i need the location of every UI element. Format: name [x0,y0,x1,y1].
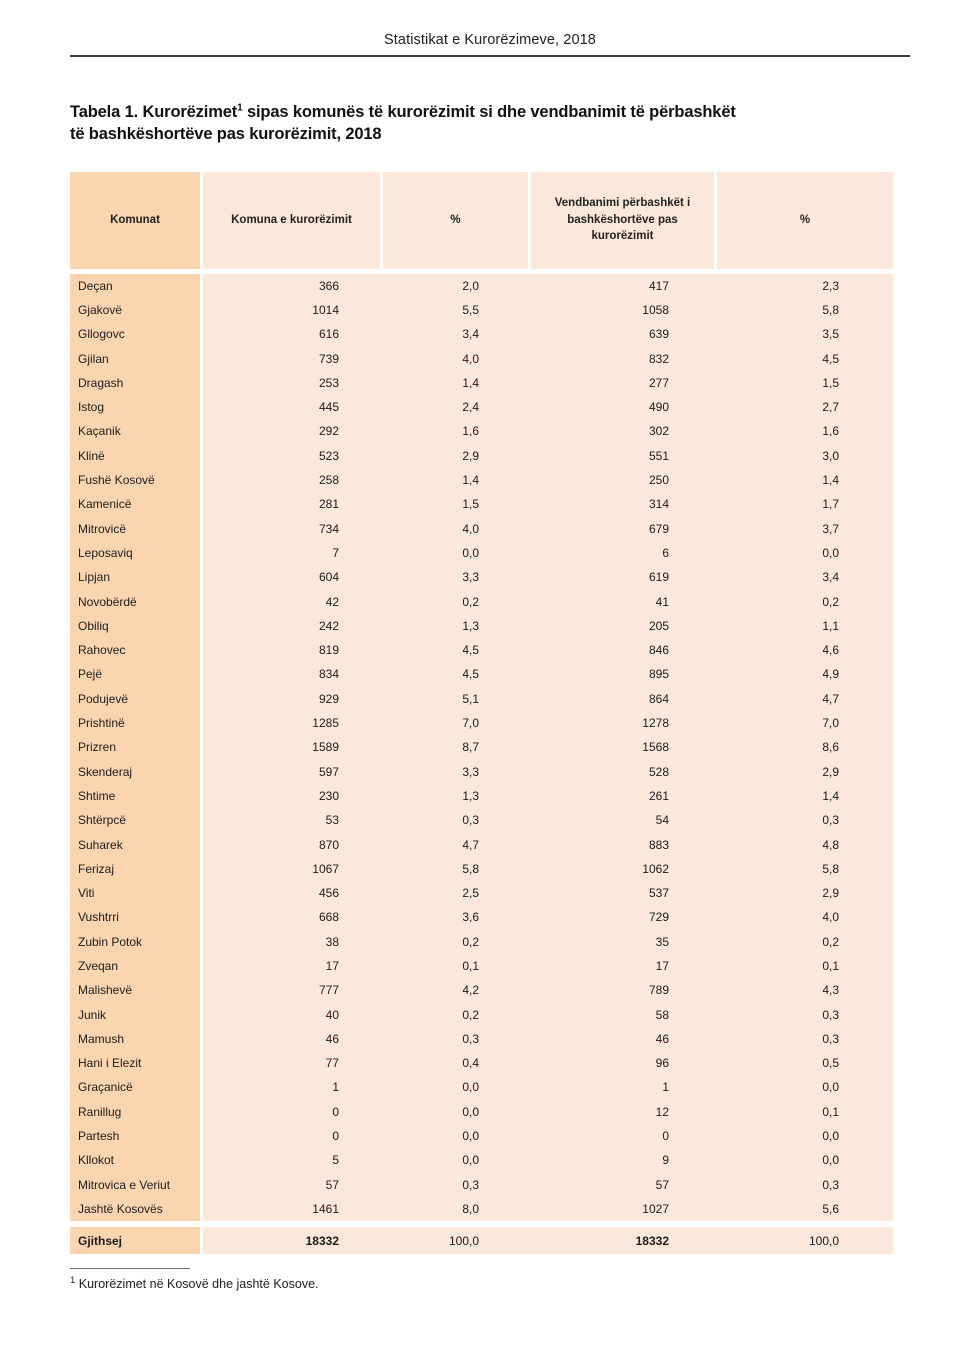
row-label-cell: Skenderaj [70,759,203,783]
row-label-cell: Deçan [70,274,203,298]
row-label-cell: Shtërpcë [70,808,203,832]
row-value-cell: 3,3 [383,565,531,589]
row-label-cell: Ranillug [70,1100,203,1124]
row-value-cell: 281 [203,492,383,516]
row-value-cell: 0,0 [383,1148,531,1172]
running-header [70,0,910,48]
row-value-cell: 46 [203,1027,383,1051]
row-label-cell: Gjilan [70,346,203,370]
total-value-cell: 18332 [531,1227,717,1254]
row-value-cell: 0,3 [717,1173,893,1197]
table-row [70,614,893,638]
table-row [70,1197,893,1221]
row-label-cell: Fushë Kosovë [70,468,203,492]
table-row [70,784,893,808]
row-label-cell: Hani i Elezit [70,1051,203,1075]
row-label-cell: Kllokot [70,1148,203,1172]
row-value-cell: 777 [203,978,383,1002]
row-value-cell: 205 [531,614,717,638]
row-value-cell: 1,5 [717,371,893,395]
row-value-cell: 314 [531,492,717,516]
row-value-cell: 292 [203,419,383,443]
row-value-cell: 679 [531,517,717,541]
row-value-cell: 77 [203,1051,383,1075]
row-value-cell: 3,5 [717,322,893,346]
row-value-cell: 1,4 [383,371,531,395]
row-value-cell: 3,0 [717,444,893,468]
row-label-cell: Vushtrri [70,905,203,929]
row-value-cell: 0 [203,1124,383,1148]
row-value-cell: 1285 [203,711,383,735]
row-value-cell: 0,4 [383,1051,531,1075]
row-label-cell: Kaçanik [70,419,203,443]
row-value-cell: 3,3 [383,759,531,783]
column-header-komunat: Komunat [70,172,203,269]
row-value-cell: 58 [531,1002,717,1026]
row-label-cell: Malishevë [70,978,203,1002]
row-value-cell: 9 [531,1148,717,1172]
row-value-cell: 3,6 [383,905,531,929]
row-value-cell: 1014 [203,298,383,322]
column-header-komuna-e-kurorezimit: Komuna e kurorëzimit [203,172,383,269]
row-value-cell: 277 [531,371,717,395]
row-value-cell: 870 [203,832,383,856]
row-label-cell: Prishtinë [70,711,203,735]
row-value-cell: 551 [531,444,717,468]
row-value-cell: 895 [531,662,717,686]
row-value-cell: 8,6 [717,735,893,759]
row-value-cell: 1,3 [383,614,531,638]
row-value-cell: 230 [203,784,383,808]
running-header-text: Statistikat e Kurorëzimeve, 2018 [384,32,596,48]
footnote-line [70,1274,893,1292]
table-row [70,1124,893,1148]
row-value-cell: 0,3 [383,1173,531,1197]
row-value-cell: 261 [531,784,717,808]
table-caption-line2: të bashkëshortëve pas kurorëzimit, 2018 [70,125,382,144]
row-value-cell: 5,8 [383,857,531,881]
row-value-cell: 929 [203,687,383,711]
row-value-cell: 639 [531,322,717,346]
row-value-cell: 40 [203,1002,383,1026]
table-row [70,687,893,711]
row-value-cell: 1062 [531,857,717,881]
row-value-cell: 537 [531,881,717,905]
table-row [70,881,893,905]
row-label-cell: Suharek [70,832,203,856]
row-label-cell: Shtime [70,784,203,808]
total-value-cell: 100,0 [717,1227,893,1254]
row-value-cell: 4,0 [383,346,531,370]
row-value-cell: 1,6 [717,419,893,443]
row-value-cell: 54 [531,808,717,832]
row-value-cell: 4,7 [383,832,531,856]
row-value-cell: 883 [531,832,717,856]
row-value-cell: 1,4 [717,468,893,492]
row-value-cell: 4,3 [717,978,893,1002]
row-label-cell: Leposaviq [70,541,203,565]
row-value-cell: 1 [203,1075,383,1099]
row-value-cell: 0,5 [717,1051,893,1075]
row-value-cell: 739 [203,346,383,370]
row-value-cell: 0,0 [717,1148,893,1172]
footnote-text-content: Kurorëzimet në Kosovë dhe jashtë Kosove. [75,1277,319,1292]
row-label-cell: Partesh [70,1124,203,1148]
row-value-cell: 1,6 [383,419,531,443]
row-value-cell: 1,3 [383,784,531,808]
row-value-cell: 616 [203,322,383,346]
row-label-cell: Istog [70,395,203,419]
column-header-percent-1: % [383,172,531,269]
row-label-cell: Podujevë [70,687,203,711]
row-value-cell: 2,9 [717,759,893,783]
row-value-cell: 35 [531,930,717,954]
row-value-cell: 864 [531,687,717,711]
row-value-cell: 3,4 [383,322,531,346]
row-value-cell: 258 [203,468,383,492]
total-value-cell: 18332 [203,1227,383,1254]
row-value-cell: 46 [531,1027,717,1051]
row-value-cell: 668 [203,905,383,929]
row-label-cell: Prizren [70,735,203,759]
table-header-row [70,172,893,269]
row-value-cell: 1461 [203,1197,383,1221]
table-row [70,371,893,395]
row-value-cell: 4,5 [383,662,531,686]
row-value-cell: 1058 [531,298,717,322]
table-row [70,930,893,954]
row-value-cell: 1 [531,1075,717,1099]
row-value-cell: 528 [531,759,717,783]
table-row [70,298,893,322]
row-value-cell: 1067 [203,857,383,881]
row-label-cell: Graçanicë [70,1075,203,1099]
row-value-cell: 0,3 [383,808,531,832]
row-label-cell: Lipjan [70,565,203,589]
row-value-cell: 597 [203,759,383,783]
row-value-cell: 2,3 [717,274,893,298]
row-value-cell: 250 [531,468,717,492]
statistics-table [70,172,893,1255]
row-value-cell: 1,1 [717,614,893,638]
row-value-cell: 366 [203,274,383,298]
row-value-cell: 0,2 [383,589,531,613]
row-value-cell: 0,0 [383,1075,531,1099]
row-value-cell: 1,7 [717,492,893,516]
row-value-cell: 7 [203,541,383,565]
footnote-divider-rule [70,1268,190,1269]
row-value-cell: 0,2 [383,930,531,954]
table-row [70,517,893,541]
row-value-cell: 604 [203,565,383,589]
row-value-cell: 57 [531,1173,717,1197]
row-value-cell: 4,6 [717,638,893,662]
row-value-cell: 0,3 [717,1027,893,1051]
table-caption-line1-pre: Tabela 1. Kurorëzimet [70,103,238,121]
table-row [70,832,893,856]
table-caption [70,101,910,146]
table-row [70,492,893,516]
row-value-cell: 3,7 [717,517,893,541]
row-value-cell: 456 [203,881,383,905]
table-row [70,322,893,346]
row-value-cell: 0 [531,1124,717,1148]
row-value-cell: 1589 [203,735,383,759]
row-value-cell: 2,4 [383,395,531,419]
row-value-cell: 53 [203,808,383,832]
row-label-cell: Gllogovc [70,322,203,346]
table-total-row [70,1227,893,1254]
row-value-cell: 7,0 [383,711,531,735]
row-value-cell: 1,5 [383,492,531,516]
row-value-cell: 0 [203,1100,383,1124]
table-row [70,395,893,419]
row-label-cell: Zveqan [70,954,203,978]
table-row [70,662,893,686]
row-value-cell: 1027 [531,1197,717,1221]
row-value-cell: 4,5 [383,638,531,662]
row-label-cell: Dragash [70,371,203,395]
row-label-cell: Rahovec [70,638,203,662]
row-value-cell: 5,8 [717,857,893,881]
row-value-cell: 42 [203,589,383,613]
row-value-cell: 0,0 [383,541,531,565]
column-header-percent-2: % [717,172,893,269]
table-row [70,905,893,929]
row-label-cell: Pejë [70,662,203,686]
row-value-cell: 445 [203,395,383,419]
footnote-marker: 1 [70,1274,76,1286]
row-value-cell: 5,5 [383,298,531,322]
row-value-cell: 832 [531,346,717,370]
row-value-cell: 17 [531,954,717,978]
row-value-cell: 834 [203,662,383,686]
row-value-cell: 789 [531,978,717,1002]
table-row [70,565,893,589]
table-row [70,1148,893,1172]
row-value-cell: 57 [203,1173,383,1197]
row-value-cell: 1,4 [717,784,893,808]
row-value-cell: 7,0 [717,711,893,735]
row-value-cell: 38 [203,930,383,954]
row-value-cell: 846 [531,638,717,662]
table-row [70,954,893,978]
row-value-cell: 0,2 [717,589,893,613]
row-value-cell: 0,0 [717,1124,893,1148]
table-row [70,274,893,298]
footnote-marker-caption: 1 [237,102,243,114]
row-value-cell: 1,4 [383,468,531,492]
row-label-cell: Zubin Potok [70,930,203,954]
row-value-cell: 0,1 [383,954,531,978]
table-row [70,541,893,565]
row-value-cell: 523 [203,444,383,468]
row-value-cell: 0,3 [383,1027,531,1051]
row-value-cell: 5,8 [717,298,893,322]
row-value-cell: 1568 [531,735,717,759]
row-label-cell: Klinë [70,444,203,468]
row-value-cell: 253 [203,371,383,395]
row-value-cell: 242 [203,614,383,638]
row-value-cell: 0,0 [383,1100,531,1124]
row-value-cell: 2,9 [717,881,893,905]
row-value-cell: 12 [531,1100,717,1124]
row-value-cell: 0,2 [717,930,893,954]
row-label-cell: Mitrovica e Veriut [70,1173,203,1197]
table-row [70,711,893,735]
row-value-cell: 6 [531,541,717,565]
table-row [70,468,893,492]
row-label-cell: Ferizaj [70,857,203,881]
row-value-cell: 734 [203,517,383,541]
row-value-cell: 5,1 [383,687,531,711]
table-row [70,444,893,468]
row-value-cell: 0,1 [717,954,893,978]
row-label-cell: Jashtë Kosovës [70,1197,203,1221]
row-value-cell: 2,5 [383,881,531,905]
table-row [70,589,893,613]
row-value-cell: 41 [531,589,717,613]
row-value-cell: 96 [531,1051,717,1075]
table-row [70,759,893,783]
total-value-cell: 100,0 [383,1227,531,1254]
row-value-cell: 4,9 [717,662,893,686]
row-label-cell: Novobërdë [70,589,203,613]
row-value-cell: 17 [203,954,383,978]
column-header-vendbanimi: Vendbanimi përbashkët i bashkëshortëve pas kurorëzimit [531,172,717,269]
row-value-cell: 8,7 [383,735,531,759]
row-value-cell: 2,9 [383,444,531,468]
row-value-cell: 8,0 [383,1197,531,1221]
table-row [70,1075,893,1099]
table-row [70,346,893,370]
row-value-cell: 729 [531,905,717,929]
table-row [70,857,893,881]
row-value-cell: 302 [531,419,717,443]
row-label-cell: Mitrovicë [70,517,203,541]
row-value-cell: 0,0 [717,1075,893,1099]
row-value-cell: 4,2 [383,978,531,1002]
total-label-cell: Gjithsej [70,1227,203,1254]
table-row [70,1002,893,1026]
table-row [70,1051,893,1075]
row-label-cell: Kamenicë [70,492,203,516]
table-row [70,735,893,759]
row-value-cell: 3,4 [717,565,893,589]
row-value-cell: 2,7 [717,395,893,419]
row-value-cell: 0,3 [717,808,893,832]
footnote-block [70,1268,893,1291]
table-row [70,638,893,662]
table-header [70,172,893,269]
row-value-cell: 819 [203,638,383,662]
table-row [70,1027,893,1051]
table-row [70,978,893,1002]
row-value-cell: 4,0 [383,517,531,541]
row-value-cell: 0,0 [717,541,893,565]
row-value-cell: 0,2 [383,1002,531,1026]
row-value-cell: 0,0 [383,1124,531,1148]
row-value-cell: 2,0 [383,274,531,298]
row-value-cell: 4,0 [717,905,893,929]
row-label-cell: Obiliq [70,614,203,638]
row-value-cell: 0,1 [717,1100,893,1124]
table-row [70,1100,893,1124]
table-body [70,269,893,1255]
row-value-cell: 1278 [531,711,717,735]
row-value-cell: 417 [531,274,717,298]
row-value-cell: 619 [531,565,717,589]
row-value-cell: 4,5 [717,346,893,370]
row-label-cell: Gjakovë [70,298,203,322]
row-value-cell: 4,7 [717,687,893,711]
row-value-cell: 4,8 [717,832,893,856]
row-value-cell: 5,6 [717,1197,893,1221]
row-value-cell: 0,3 [717,1002,893,1026]
row-label-cell: Viti [70,881,203,905]
table-caption-line1-post: sipas komunës të kurorëzimit si dhe vendbanimit të përbashkët [242,103,736,121]
statistics-table-container [70,172,910,1255]
table-row [70,1173,893,1197]
table-row [70,419,893,443]
row-value-cell: 490 [531,395,717,419]
row-value-cell: 5 [203,1148,383,1172]
table-row [70,808,893,832]
row-label-cell: Mamush [70,1027,203,1051]
header-divider-rule [70,55,910,57]
row-label-cell: Junik [70,1002,203,1026]
